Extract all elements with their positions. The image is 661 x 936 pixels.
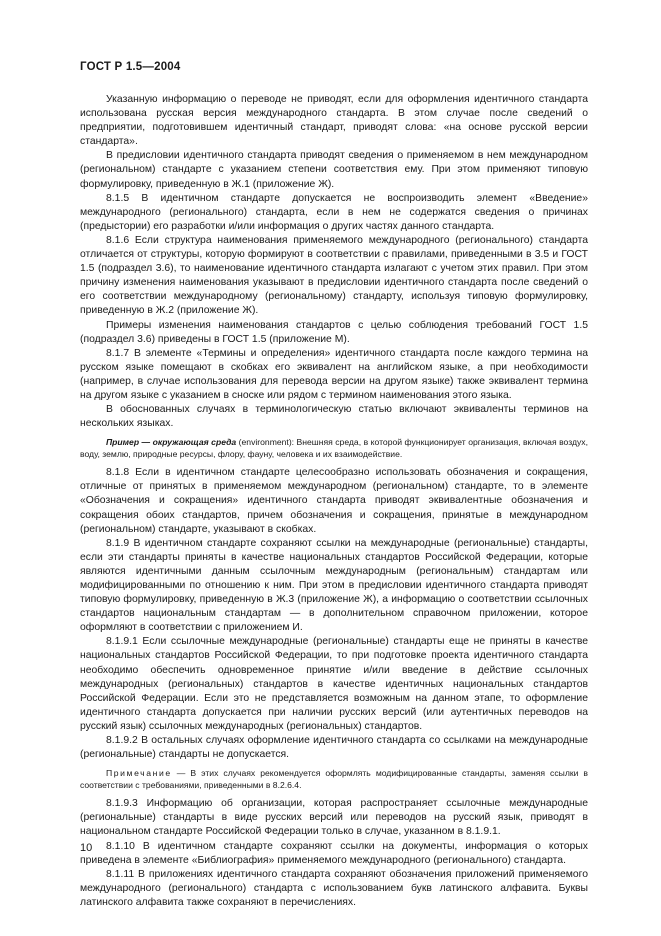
paragraph: В предисловии идентичного стандарта приводят сведения о применяемом в нем международном (региональном) стандарте с указанием степени соответствия ему. При этом применяют типовую формулировку, приведенную в Ж.1 (приложение Ж). bbox=[80, 150, 588, 190]
page-number: 10 bbox=[80, 842, 93, 854]
clause-8-1-10: 8.1.10 В идентичном стандарте сохраняют ссылки на документы, информация о которых приведена в элементе «Библиография» применяемого международного (регионального) стандарта. bbox=[80, 840, 588, 866]
paragraph: Примеры изменения наименования стандартов с целью соблюдения требований ГОСТ 1.5 (подраздел 3.6) приведены в ГОСТ 1.5 (приложение М). bbox=[80, 319, 588, 345]
clause-8-1-5: 8.1.5 В идентичном стандарте допускается не воспроизводить элемент «Введение» международного (регионального) стандарта, если в нем не содержатся сведения о причинах (предыстории) его разработки и/или информация о других частях данного стандарта. bbox=[80, 192, 588, 232]
example-label: Пример — окружающая среда bbox=[106, 437, 237, 448]
example-block bbox=[80, 436, 588, 460]
clause-8-1-9: 8.1.9 В идентичном стандарте сохраняют ссылки на международные (региональные) стандарты, если эти стандарты приняты в качестве национальных стандартов Российской Федерации, которые являются идентичными данным ссылочным международным (региональным) стандартам или модифицированными по отношению к ним. При этом в предисловии идентичного стандарта приводят типовую формулировку, приведенную в Ж.3 (приложение Ж), а информацию о соответствии ссылочных стандартов национальным стандартам — в дополнительном справочном приложении, которое оформляют в соответствии с приложением И. bbox=[80, 537, 588, 634]
clause-8-1-9-2: 8.1.9.2 В остальных случаях оформление идентичного стандарта со ссылками на международные (региональные) стандарты не допускается. bbox=[80, 735, 588, 761]
note-text: — В этих случаях рекомендуется оформлять модифицированные стандарты, заменяя ссылки в соответствии с требованиями, приведенными в 8.2.6.4. bbox=[80, 768, 588, 791]
clause-8-1-8: 8.1.8 Если в идентичном стандарте целесообразно использовать обозначения и сокращения, отличные от принятых в применяемом международном (региональном) стандарте, то в элементе «Обозначения и сокращения» идентичного стандарта приводят эквивалентные обозначения и сокращения обоих стандартов, причем обозначения и сокращения, принятые в международном (региональном) стандарте, указывают в скобках. bbox=[80, 467, 588, 535]
note-label: Примечание bbox=[106, 768, 172, 779]
example-text: (environment): Внешняя среда, в которой функционирует организация, включая воздух, воду, землю, природные ресурсы, флору, фауну, человека и их взаимодействие. bbox=[80, 437, 588, 460]
paragraph: Указанную информацию о переводе не приводят, если для оформления идентичного стандарта использована русская версия международного стандарта. В этом случае после сведений о предприятии, подготовившем идентичный стандарт, приводят слова: «на основе русской версии стандарта». bbox=[80, 94, 588, 148]
clause-8-1-9-3: 8.1.9.3 Информацию об организации, которая распространяет ссылочные международные (региональные) стандарты в виде русских версий или переводов на русский язык, приводят в национальном стандарте Российской Федерации только в случае, указанном в 8.1.9.1. bbox=[80, 798, 588, 838]
clause-8-1-7: 8.1.7 В элементе «Термины и определения» идентичного стандарта после каждого термина на русском языке помещают в скобках его эквивалент на английском языке, а при необходимости (например, в случае использования для перевода версии на другом языке) также эквивалент термина на другом языке с указанием в сноске или рядом с термином наименования этого языка. bbox=[80, 347, 588, 401]
clause-8-1-11: 8.1.11 В приложениях идентичного стандарта сохраняют обозначения приложений применяемого международного (регионального) стандарта с использованием букв латинского алфавита. Буквы латинского алфавита также сохраняют в перечислениях. bbox=[80, 868, 588, 908]
note-block bbox=[80, 767, 588, 791]
clause-8-1-6: 8.1.6 Если структура наименования применяемого международного (регионального) стандарта отличается от структуры, которую формируют в соответствии с правилами, приведенными в 3.5 и ГОСТ 1.5 (подраздел 3.6), то наименование идентичного стандарта излагают с учетом этих правил. При этом причину изменения наименования указывают в предисловии идентичного стандарта после сведений о его соответствии международному (региональному) стандарту, используя типовую формулировку, приведенную в Ж.2 (приложение Ж). bbox=[80, 234, 588, 317]
page-header: ГОСТ Р 1.5—2004 bbox=[80, 61, 181, 73]
clause-8-1-9-1: 8.1.9.1 Если ссылочные международные (региональные) стандарты еще не приняты в качестве национальных стандартов Российской Федерации, то при подготовке проекта идентичного стандарта необходимо обеспечить одновременное принятие и/или введение в действие ссылочных международных (региональных) стандартов в качестве идентичных национальных стандартов Российской Федерации. Если это не представляется возможным на данном этапе, то оформление идентичного стандарта допускается при наличии русских версий (или аутентичных переводов на русский язык) ссылочных международных (региональных) стандартов. bbox=[80, 636, 588, 732]
paragraph: В обоснованных случаях в терминологическую статью включают эквиваленты терминов на нескольких языках. bbox=[80, 404, 588, 430]
document-body bbox=[80, 93, 588, 910]
